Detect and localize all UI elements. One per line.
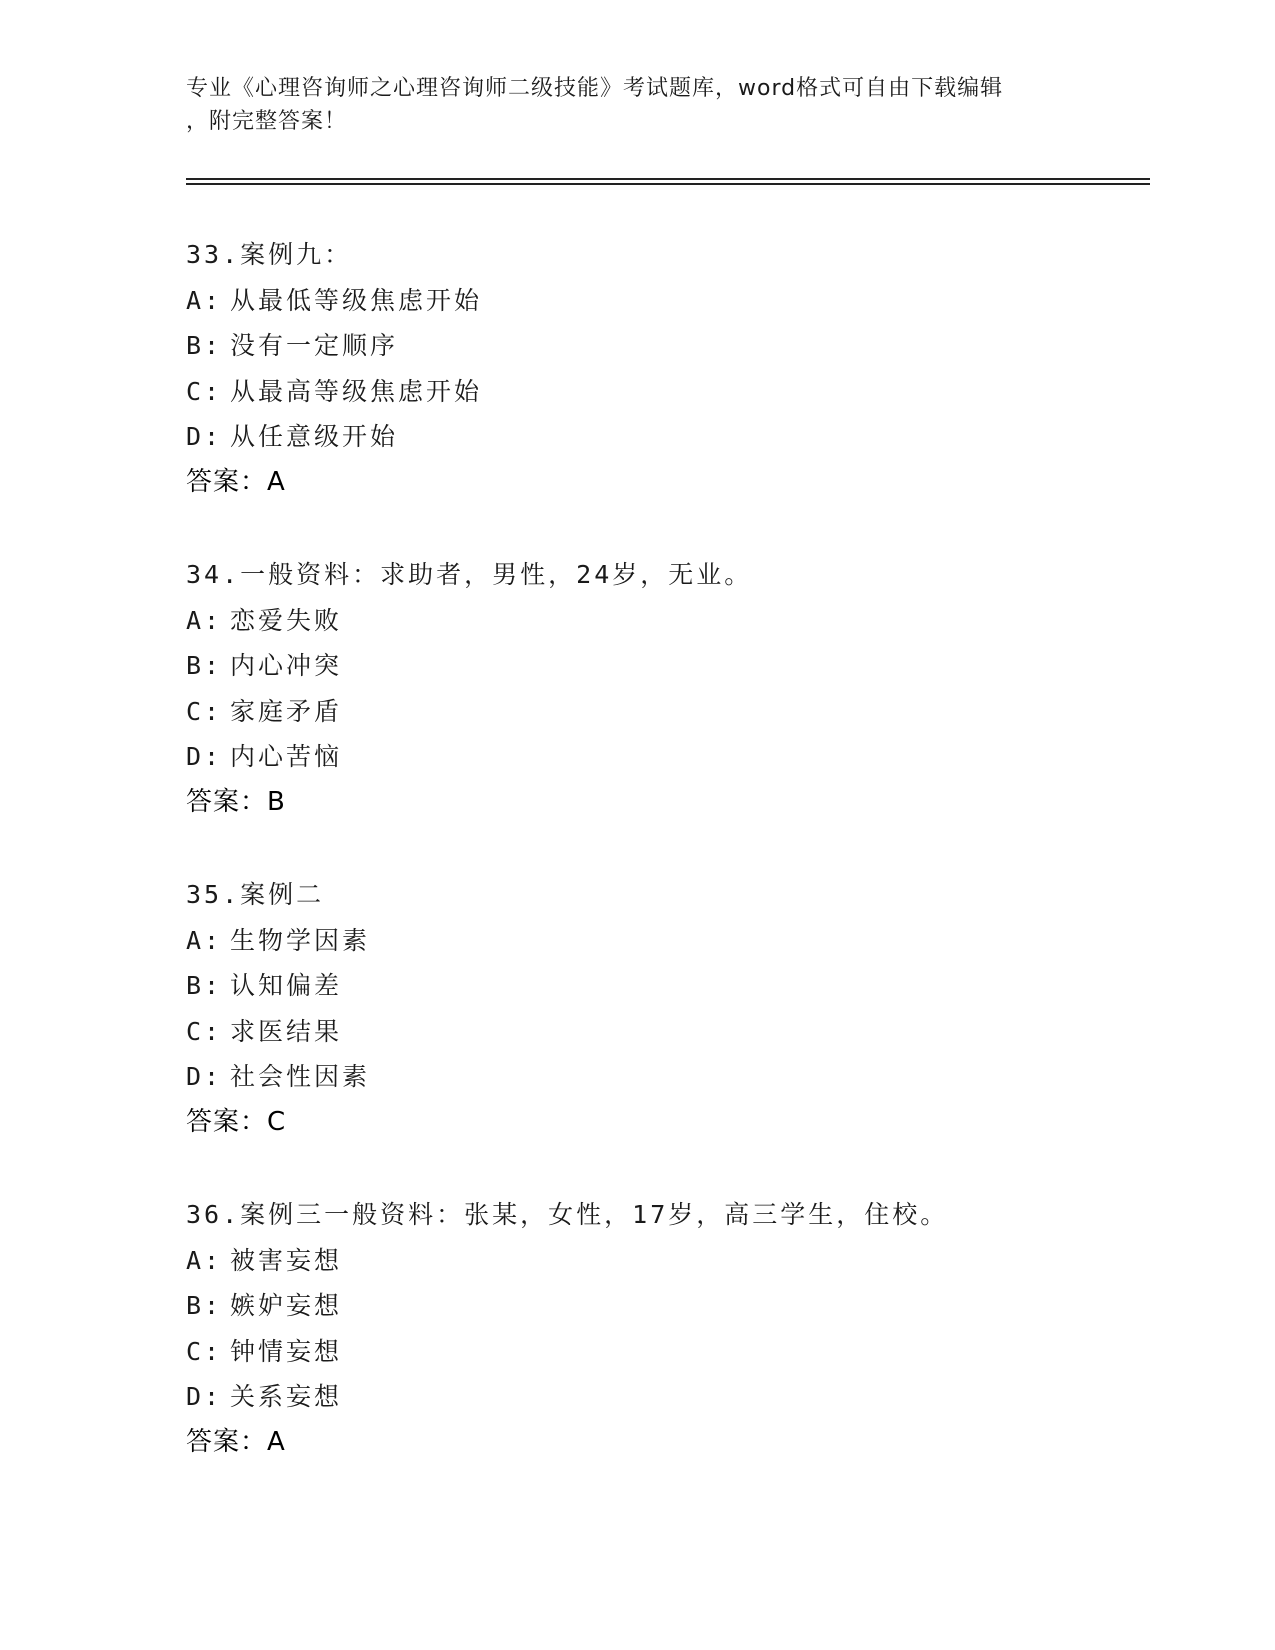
option-b (186, 963, 1146, 1009)
option-d (186, 734, 1146, 780)
option-label: A: (186, 925, 223, 955)
option-text: 社会性因素 (230, 1062, 371, 1092)
option-d (186, 1374, 1146, 1420)
option-text: 关系妄想 (230, 1382, 343, 1412)
option-text: 从最低等级焦虑开始 (230, 285, 483, 315)
option-a (186, 918, 1146, 964)
option-text: 恋爱失败 (230, 605, 343, 635)
option-d (186, 414, 1146, 460)
header-rule-top (186, 178, 1150, 180)
answer-line: 答案：A (186, 1426, 286, 1457)
question-stem: 36.案例三一般资料：张某，女性，17岁，高三学生，住校。 (186, 1200, 949, 1229)
option-label: B: (186, 331, 223, 361)
option-c (186, 1009, 1146, 1055)
option-label: A: (186, 1245, 223, 1275)
option-text: 家庭矛盾 (230, 696, 343, 726)
answer-line: 答案：C (186, 1106, 287, 1137)
option-label: D: (186, 1382, 223, 1412)
option-label: C: (186, 1336, 223, 1366)
option-text: 嫉妒妄想 (230, 1291, 343, 1321)
option-text: 钟情妄想 (230, 1336, 343, 1366)
option-b (186, 323, 1146, 369)
option-b (186, 1283, 1146, 1329)
answer-line: 答案：A (186, 466, 286, 497)
option-label: C: (186, 696, 223, 726)
question-35 (186, 872, 1146, 1146)
header-rule-bottom (186, 183, 1150, 185)
question-stem: 33.案例九： (186, 240, 353, 269)
option-label: D: (186, 742, 223, 772)
question-34 (186, 552, 1146, 826)
option-label: B: (186, 1291, 223, 1321)
question-stem: 35.案例二 (186, 880, 325, 909)
option-label: C: (186, 1016, 223, 1046)
answer-line: 答案：B (186, 786, 286, 817)
question-33 (186, 232, 1146, 506)
question-36 (186, 1192, 1146, 1466)
option-c (186, 369, 1146, 415)
option-text: 内心冲突 (230, 651, 343, 681)
option-label: D: (186, 1062, 223, 1092)
option-text: 认知偏差 (230, 971, 343, 1001)
header-title-line-2: ，附完整答案！ (186, 109, 348, 134)
option-c (186, 1329, 1146, 1375)
document-header (186, 72, 1066, 138)
option-text: 生物学因素 (230, 925, 371, 955)
option-label: B: (186, 971, 223, 1001)
option-text: 被害妄想 (230, 1245, 343, 1275)
option-c (186, 689, 1146, 735)
option-a (186, 1238, 1146, 1284)
option-d (186, 1054, 1146, 1100)
option-label: D: (186, 422, 223, 452)
option-label: B: (186, 651, 223, 681)
question-stem: 34.一般资料：求助者，男性，24岁，无业。 (186, 560, 753, 589)
option-text: 从最高等级焦虑开始 (230, 376, 483, 406)
option-a (186, 278, 1146, 324)
option-text: 没有一定顺序 (230, 331, 399, 361)
header-title-line-1: 专业《心理咨询师之心理咨询师二级技能》考试题库，word格式可自由下载编辑 (186, 76, 1004, 101)
option-text: 求医结果 (230, 1016, 343, 1046)
option-text: 内心苦恼 (230, 742, 343, 772)
option-text: 从任意级开始 (230, 422, 399, 452)
option-b (186, 643, 1146, 689)
option-a (186, 598, 1146, 644)
option-label: C: (186, 376, 223, 406)
option-label: A: (186, 605, 223, 635)
option-label: A: (186, 285, 223, 315)
